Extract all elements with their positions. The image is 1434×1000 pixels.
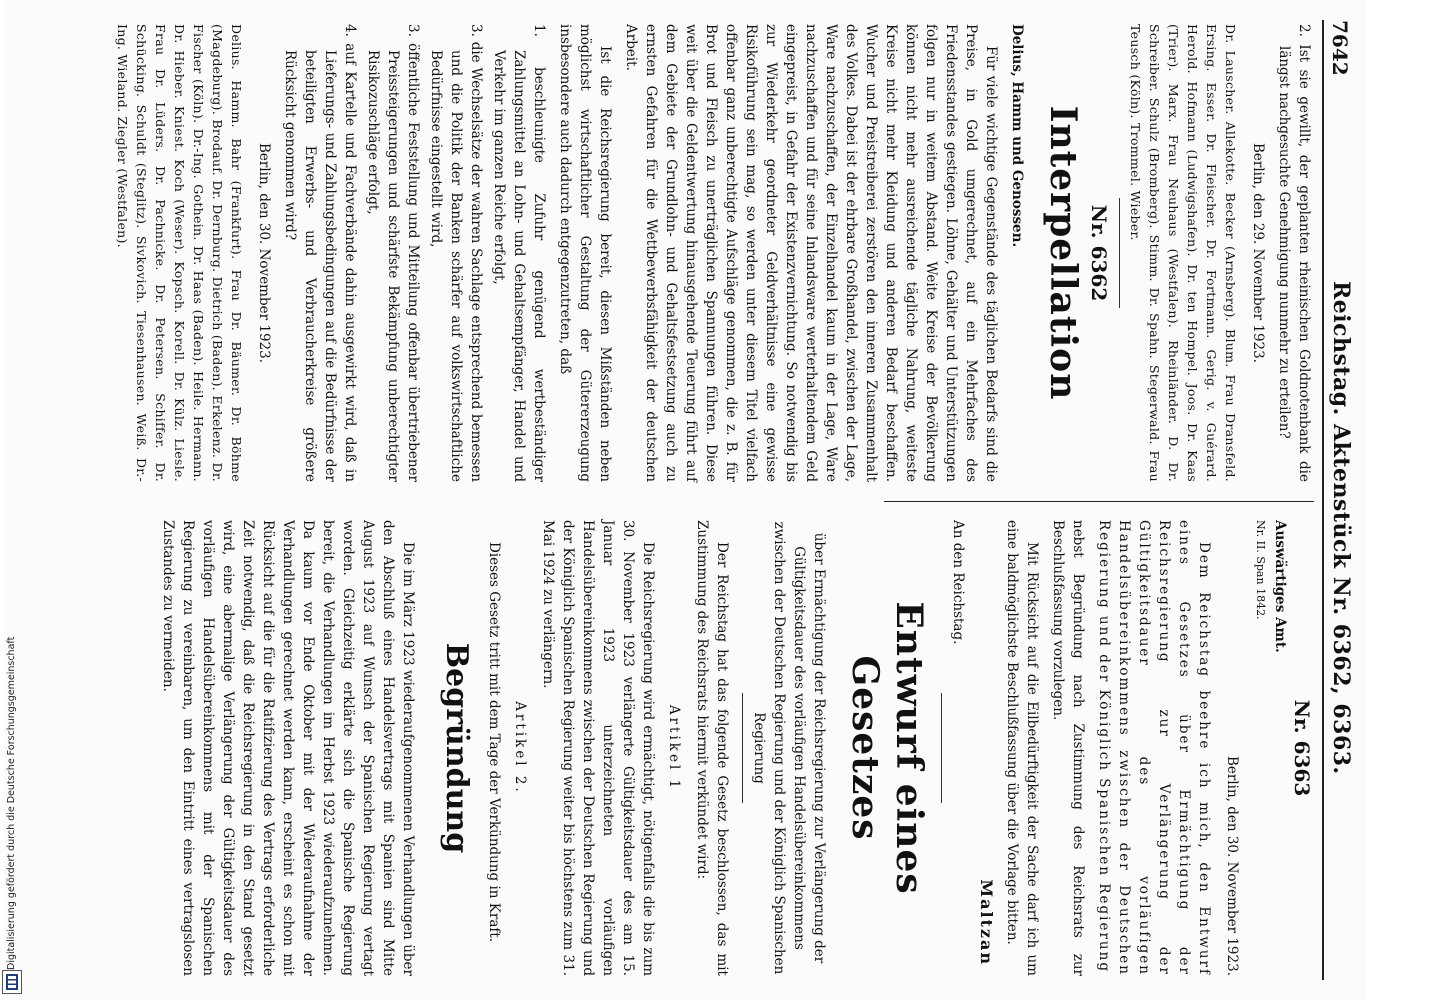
date-2: Berlin, den 30. November 1923. xyxy=(256,142,272,364)
demand-item: 3. die Wechselsätze der wahren Sachlage entsprechend bemessen und die Politik der Banken schärfer auf volkswirtschaftliche Bedürfnisse eingestellt wird, xyxy=(428,24,484,482)
demand-item: 1. beschleunigte Zufuhr genügend wertbeständiger Zahlungsmittel an Lohn- und Gehaltsempfänger, Handel und Verkehr im ganzen Reiche erfolgt, xyxy=(491,24,547,482)
separator-rule xyxy=(1119,198,1120,308)
justification-text: Die im März 1923 wiederaufgenommenen Verhandlungen über den Abschluß eines Handelsvertrags mit Spanien sind Mitte August 1923 auf Wunsch der Spanischen Regierung vertagt worden. Gleichzeitig erklärte sich die Spanische Regierung bereit, die Verhandlungen im Herbst 1923 wiederaufzunehmen. Da kaum vor Ende Oktober mit der Wiederaufnahme der Verhandlungen gerechnet werden kann, erscheint es schon mit Rücksicht auf die für die Ratifizierung des Vertrags erforderliche Zeit notwendig, daß die Reichsregierung in den Stand gesetzt wird, eine abermalige Verlängerung der Gültigkeitsdauer des vorläufigen Handelsübereinkommens mit der Spanischen Regierung zu vereinbaren, um den Eintritt eines vertragslosen Zustandes zu vermeiden. xyxy=(160,520,416,976)
dfg-logo-icon xyxy=(2,970,22,994)
dfg-logo-graphic xyxy=(5,973,19,991)
draft-law-subtitle: über Ermächtigung der Reichsregierung zur Verlängerung der Gültigkeitsdauer des vorläufigen Handelsübereinkommens zwischen der Deutschen Regierung und der Königlich Spanischen Regierung xyxy=(751,521,827,975)
left-column xyxy=(24,24,1314,482)
document-number-6363: Nr. 6363 xyxy=(1290,699,1314,797)
date-1: Berlin, den 29. November 1923. xyxy=(1250,142,1266,364)
interpellation-title: Interpellation xyxy=(1042,105,1084,401)
draft-law-title: Entwurf eines Gesetzes xyxy=(844,601,930,895)
digitization-note xyxy=(4,600,20,970)
letter-body-3: Mit Rücksicht auf die Eilbedürftigkeit der Sache darf ich um eine baldmöglichste Beschlußfassung über die Vorlage bitten. xyxy=(1004,520,1040,976)
separator-rule xyxy=(742,693,743,803)
article-1-text: Die Reichsregierung wird ermächtigt, nötigenfalls die bis zum 30. November 1923 verlängerte Gültigkeitsdauer des am 15. Januar 1923 unterzeichneten vorläufigen Handelsübereinkommens zwischen der Deutschen Regierung und der Königlich Spanischen Regierung weiter bis höchstens zum 31. Mai 1924 zu verlängern. xyxy=(540,520,656,976)
document-number-6362: Nr. 6362 xyxy=(1087,204,1111,302)
article-2-heading: Artikel 2. xyxy=(512,701,528,795)
addressee: An den Reichstag. xyxy=(950,520,966,645)
letter-body-1: Dem Reichstag beehre ich mich, den Entwurf eines Gesetzes über Ermächtigung der Reichsregierung zur Verlängerung der Gültigkeitsdauer des vorläufigen Handelsübereinkommens zwischen der Deutschen Regierung und der Königlich Spanischen Regierung xyxy=(1096,520,1212,976)
right-column xyxy=(24,520,1314,976)
separator-rule xyxy=(941,693,942,803)
question-2: 2. Ist sie gewillt, der geplanten rheinischen Goldnotenbank die längst nachgesuchte Genehmigung nunmehr zu erteilen? xyxy=(1276,24,1312,482)
interpellation-sender: Delius, Hamm und Genossen. xyxy=(1009,24,1025,248)
article-1-heading: Artikel 1 xyxy=(666,704,682,792)
letter-body-2: nebst Begründung nach Zustimmung des Reichsrats zur Beschlußfassung vorzulegen. xyxy=(1050,520,1086,976)
page-number: 7642 xyxy=(1328,20,1352,76)
signatories-2: Delius. Hamm. Bahr (Frankfurt). Frau Dr. Bäumer. Dr. Böhme (Magdeburg). Brodauf. Dr. Dernburg. Dietrich (Baden). Erkelenz. Dr. Fischer (Köln). Dr.-Ing. Gothein. Dr. Haas (Baden). Heile. Hermann. Dr. Hieber. Kniest. Koch (Weser). Kopsch. Korell. Dr. Külz. Liesle. Frau Dr. Lüders. Dr. Pachnicke. Dr. Petersen. Schiffer. Dr. Schücking. Schuldt (Steglitz). Sivkovich. Tiesenhausen. Weiß. Dr.-Ing. Wieland. Ziegler (Westfalen). xyxy=(115,24,244,482)
justification-title: Begründung xyxy=(439,642,474,854)
rotated-newspaper-page xyxy=(4,0,1366,1000)
letter-date: Berlin, den 30. November 1923. xyxy=(1224,755,1240,976)
page-header xyxy=(1322,20,1360,980)
office-reference: Nr. II. Span 1842. xyxy=(1254,520,1267,620)
demand-item: 4. auf Kartelle und Fachverbände dahin ausgewirkt wird, daß in Lieferungs- und Zahlungsbedingungen auf die Bedürfnisse der beteiligten Erwerbs- und Verbraucherkreise größere Rücksicht genommen wird? xyxy=(282,24,358,482)
enactment-clause: Der Reichstag hat das folgende Gesetz beschlossen, das mit Zustimmung des Reichsrats hiermit verkündet wird: xyxy=(694,520,730,976)
signatories-1: Dr. Lauscher. Allekotte. Becker (Arnsberg). Blum. Frau Dransfeld. Ersing. Esser. Dr. Fleischer. Dr. Fortmann. Gerig. v. Guérard. Herold. Hofmann (Ludwigshafen). Dr. ten Hompel. Joos. Dr. Kaas (Trier). Marx. Frau Neuhaus (Westfalen). Rheinländer. D. Dr. Schreiber. Schulz (Bromberg). Stimm. Dr. Spahn. Stegerwald. Frau Teusch (Köln). Trommel. Wieber. xyxy=(1128,24,1238,482)
digitization-note-text: Digitalisierung gefördert durch die Deutsche Forschungsgemeinschaft xyxy=(6,636,17,970)
column-divider xyxy=(884,501,1314,502)
demand-item: 3. öffentliche Feststellung und Mitteilung offenbar übertriebener Preissteigerungen und schärfste Bekämpfung unberechtigter Risikozuschläge erfolgt, xyxy=(365,24,421,482)
demand-list xyxy=(280,24,549,482)
signature: Maltzan xyxy=(977,879,996,966)
running-title: Reichstag. Aktenstück Nr. 6362, 6363. xyxy=(1328,280,1354,775)
interpellation-paragraph-2: Ist die Reichsregierung bereit, diesen Mißständen neben möglichst wirtschaftlicher Gestaltung der Gütererzeugung insbesondere auch dadurch entgegenzutreten, daß xyxy=(557,24,613,482)
office-name: Auswärtiges Amt. xyxy=(1272,520,1288,653)
article-2-text: Dieses Gesetz tritt mit dem Tage der Verkündung in Kraft. xyxy=(486,542,502,943)
interpellation-paragraph-1: Für viele wichtige Gegenstände des täglichen Bedarfs sind die Preise, in Gold umgerechnet, auf ein Mehrfaches des Friedensstandes gestiegen. Löhne, Gehälter und Unterstützungen folgen nur in weitem Abstand. Weite Kreise der Bevölkerung können nicht mehr ausreichende tägliche Nahrung, weiteste Kreise nicht mehr Kleidung und anderen Bedarf beschaffen. Wucher und Preistreiberei zerstören den inneren Zusammenhalt des Volkes. Dabei ist der ehrbare Großhandel, zwischen der Lage, Ware nachzuschaffen, der Einzelhandel kaum in der Lage, Ware nachzuschaffen und für seine Inlandsware werterhaltendem Geld eingepreist, in Gefahr der Existenzvernichtung. So notwendig bis zur Wiederkehr geordneter Geldverhältnisse eine gewisse Risikoführung sein mag, so werden unter diesem Titel vielfach offenbar ganz unberechtigte Aufschläge genommen, die z. B. für Brot und Fleisch zu unerträglichen Spannungen führen. Diese weit über die Geldentwertung hinausgehende Teuerung führt auf dem Gebiete der Grundlohn- und Gehaltsfestsetzung auch zu ernsten Gefahren für die Wettbewerbsfähigkeit der deutschen Arbeit. xyxy=(623,24,999,482)
